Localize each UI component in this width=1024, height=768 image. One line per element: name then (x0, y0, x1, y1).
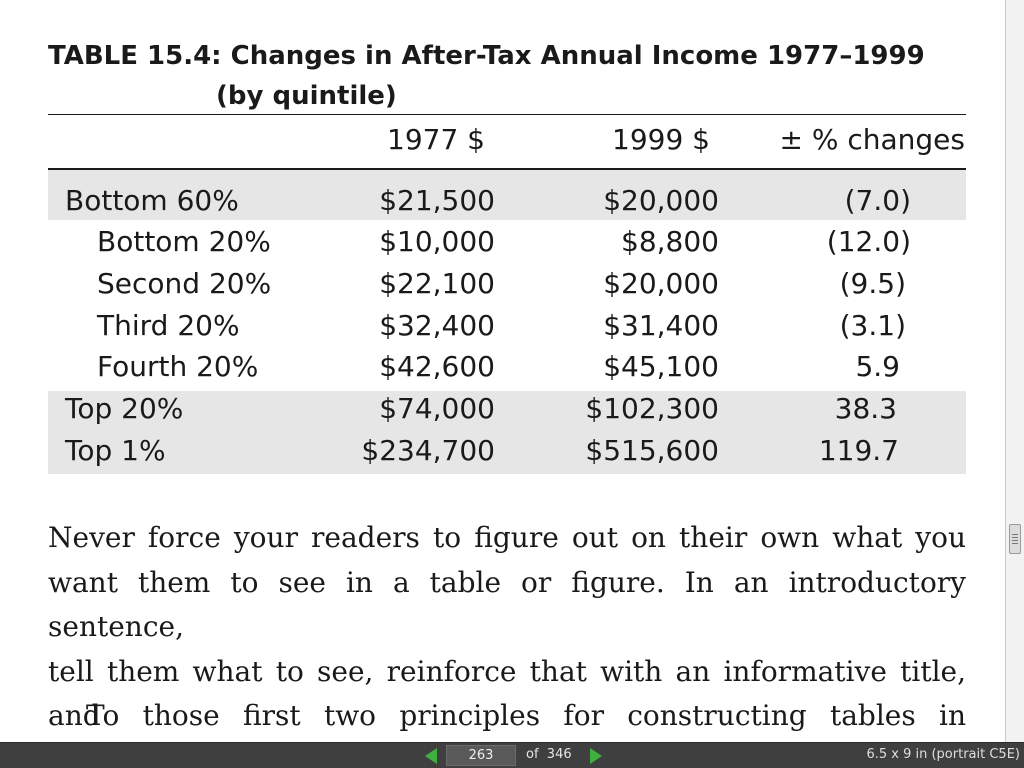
cell-change: (7.0) (844, 184, 911, 217)
cell-1977: $74,000 (379, 392, 495, 425)
cell-1999: $20,000 (603, 184, 719, 217)
paragraph-line: want them to see in a table or figure. In an introductory sentence, (48, 565, 966, 643)
table-title-line-1: TABLE 15.4: Changes in After-Tax Annual Income 1977–1999 (48, 41, 925, 71)
body-paragraph-2 (48, 694, 966, 742)
cell-1977: $22,100 (379, 267, 495, 300)
cell-1999: $102,300 (585, 392, 719, 425)
row-label: Fourth 20% (97, 350, 259, 383)
row-label: Top 20% (65, 392, 184, 425)
cell-1977: $10,000 (379, 225, 495, 258)
table-title-line-2: (by quintile) (216, 81, 397, 111)
row-label: Third 20% (97, 309, 240, 342)
page-number-input[interactable] (446, 745, 516, 766)
cell-1999: $8,800 (621, 225, 719, 258)
cell-change: 38.3 (834, 392, 897, 425)
vertical-scrollbar[interactable] (1005, 0, 1024, 742)
scrollbar-thumb[interactable] (1009, 524, 1021, 554)
cell-change: (12.0) (826, 225, 911, 258)
cell-change: (3.1) (839, 309, 906, 342)
page-size-label: 6.5 x 9 in (portrait C5E) (866, 747, 1020, 762)
cell-change: (9.5) (839, 267, 906, 300)
paragraph-line: tell them what to see, reinforce that with an informative title, and (48, 654, 966, 732)
cell-1977: $32,400 (379, 309, 495, 342)
table-title (48, 36, 948, 116)
cell-change: 119.7 (818, 434, 899, 467)
paragraph-line: Never force your readers to figure out on their own what you (48, 521, 966, 554)
cell-1977: $21,500 (379, 184, 495, 217)
page-navigation-bar (0, 742, 1024, 768)
row-label: Bottom 20% (97, 225, 271, 258)
cell-change: 5.9 (855, 350, 900, 383)
cell-1977: $42,600 (379, 350, 495, 383)
cell-1999: $20,000 (603, 267, 719, 300)
column-header-change: ± % changes (779, 123, 965, 156)
cell-1999: $31,400 (603, 309, 719, 342)
paragraph-line: To those first two principles for constructing tables in (86, 699, 966, 732)
cell-1999: $45,100 (603, 350, 719, 383)
row-label: Top 1% (65, 434, 166, 467)
next-page-icon[interactable] (590, 748, 602, 764)
row-label: Second 20% (97, 267, 272, 300)
cell-1999: $515,600 (585, 434, 719, 467)
column-header-1999: 1999 $ (612, 123, 710, 156)
column-header-1977: 1977 $ (387, 123, 485, 156)
previous-page-icon[interactable] (425, 748, 437, 764)
table-top-rule (48, 114, 966, 115)
row-label: Bottom 60% (65, 184, 239, 217)
cell-1977: $234,700 (361, 434, 495, 467)
total-pages-label: of 346 (526, 747, 572, 762)
